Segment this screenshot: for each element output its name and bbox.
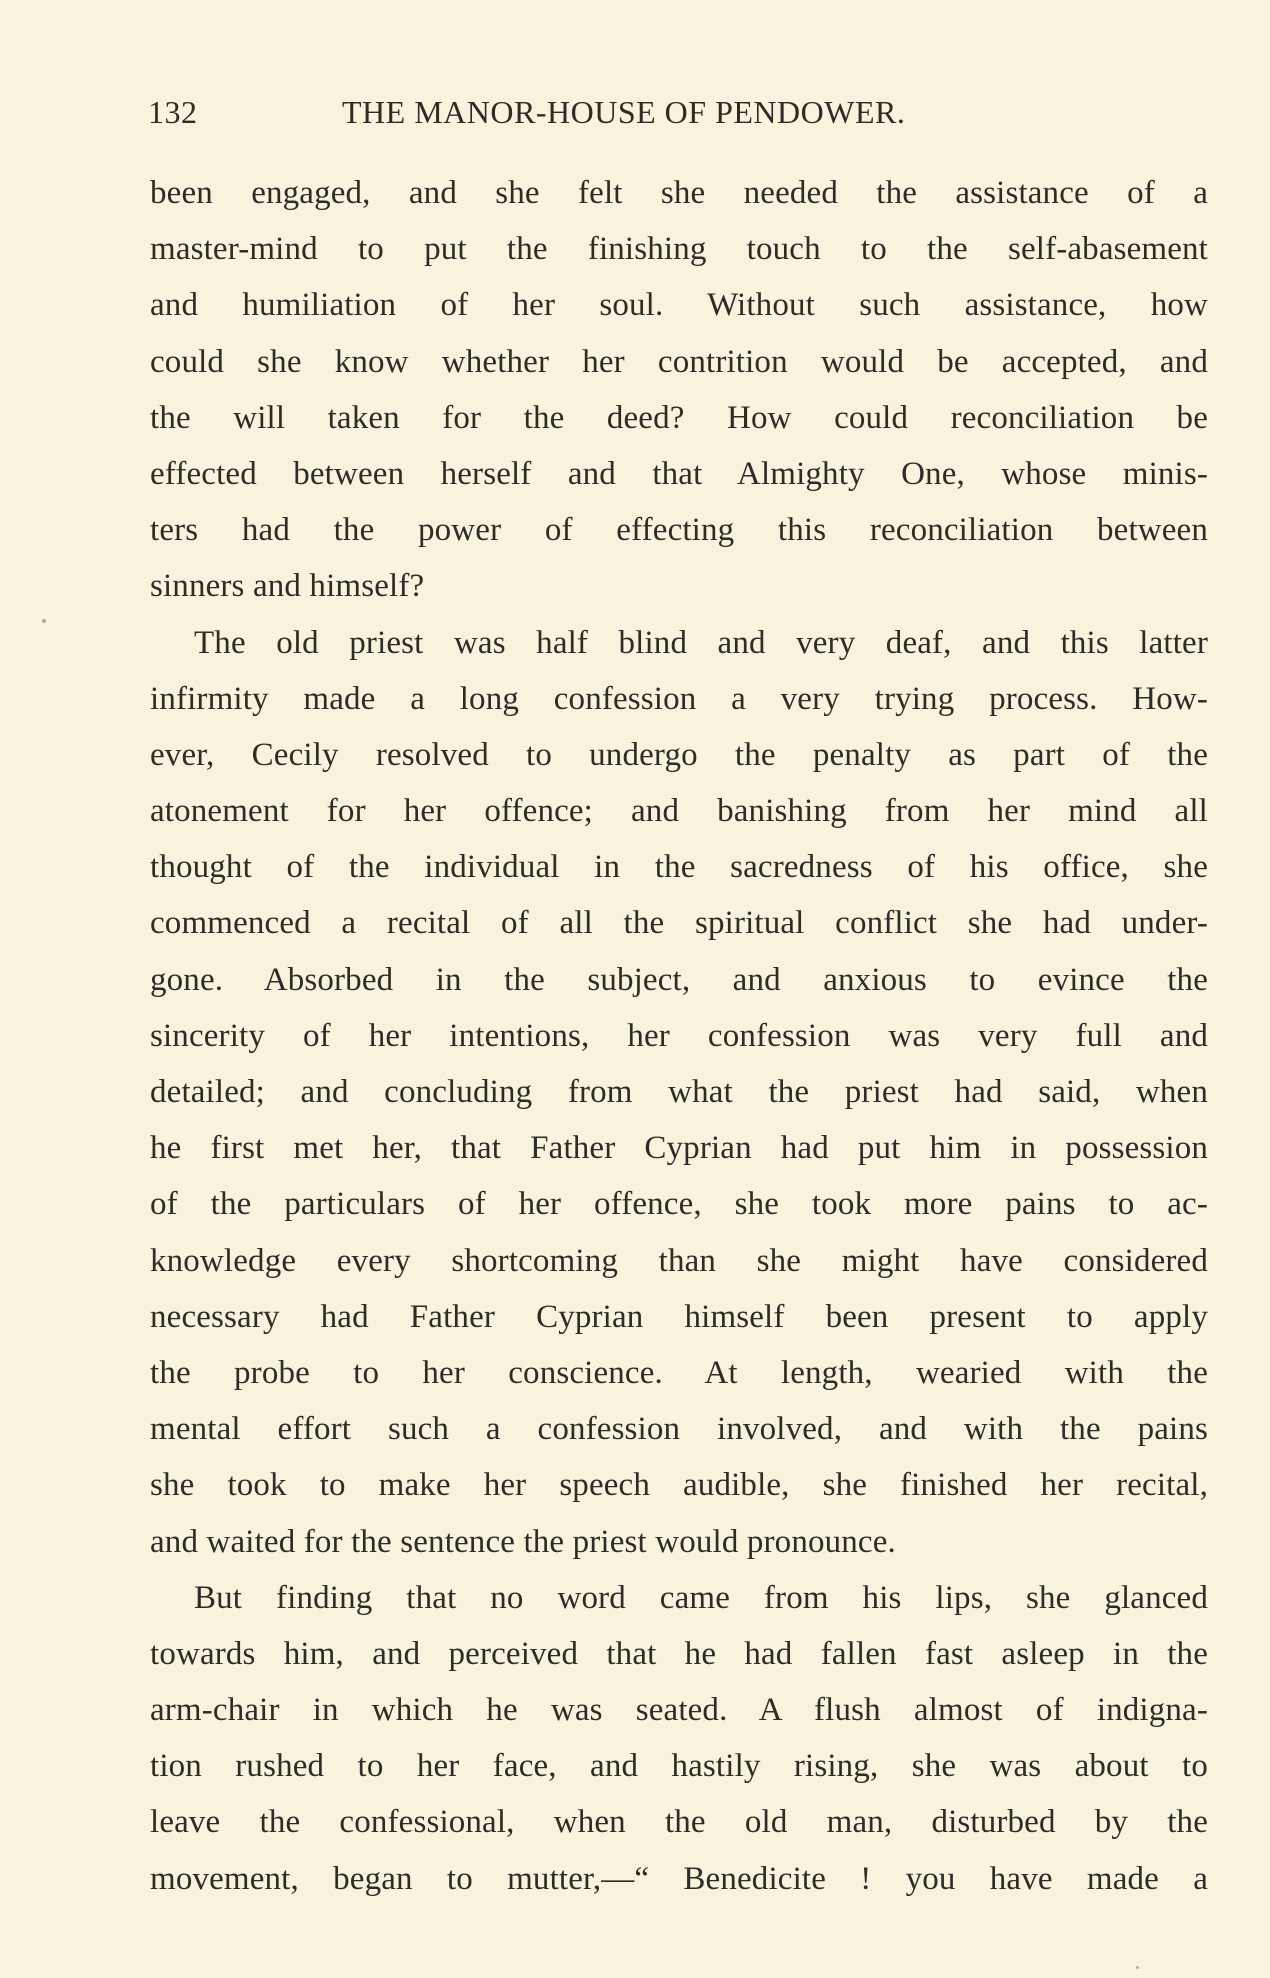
text-line: the will taken for the deed? How could reconciliation be	[150, 399, 1208, 436]
text-line: effected between herself and that Almighty One, whose minis-	[150, 455, 1208, 492]
text-line: ever, Cecily resolved to undergo the penalty as part of the	[150, 736, 1208, 773]
paragraph-start-line: But finding that no word came from his lips, she glanced	[194, 1579, 1208, 1616]
text-line: movement, began to mutter,—“ Benedicite ! you have made a	[150, 1860, 1208, 1897]
text-line: atonement for her offence; and banishing from her mind all	[150, 793, 1208, 830]
text-line: necessary had Father Cyprian himself been present to apply	[150, 1298, 1208, 1335]
text-line: sinners and himself?	[150, 568, 425, 605]
text-line: the probe to her conscience. At length, wearied with the	[150, 1354, 1208, 1391]
text-line: thought of the individual in the sacredness of his office, she	[150, 849, 1208, 886]
page-header	[148, 92, 1208, 132]
text-line: and humiliation of her soul. Without such assistance, how	[150, 287, 1208, 324]
text-line: knowledge every shortcoming than she might have considered	[150, 1242, 1208, 1279]
text-line: detailed; and concluding from what the priest had said, when	[150, 1074, 1208, 1110]
text-line: gone. Absorbed in the subject, and anxious to evince the	[150, 961, 1208, 998]
text-line: she took to make her speech audible, she finished her recital,	[150, 1467, 1208, 1504]
body-text	[150, 165, 1208, 1907]
page-number: 132	[148, 94, 198, 130]
text-line: tion rushed to her face, and hastily rising, she was about to	[150, 1748, 1208, 1785]
paragraph-start-line: The old priest was half blind and very deaf, and this latter	[194, 624, 1208, 661]
text-line: towards him, and perceived that he had fallen fast asleep in the	[150, 1635, 1208, 1672]
text-line: and waited for the sentence the priest would pronounce.	[150, 1523, 896, 1560]
text-line: of the particulars of her offence, she took more pains to ac-	[150, 1186, 1208, 1223]
text-line: infirmity made a long confession a very trying process. How-	[150, 680, 1208, 717]
text-line: master-mind to put the finishing touch to the self-abasement	[150, 231, 1208, 268]
running-title: THE MANOR-HOUSE OF PENDOWER.	[342, 94, 906, 130]
text-line: been engaged, and she felt she needed the assistance of a	[150, 175, 1208, 211]
text-line: ters had the power of effecting this reconciliation between	[150, 512, 1208, 549]
text-line: arm-chair in which he was seated. A flush almost of indigna-	[150, 1692, 1208, 1729]
text-line: leave the confessional, when the old man, disturbed by the	[150, 1804, 1208, 1841]
text-line: mental effort such a confession involved, and with the pains	[150, 1411, 1208, 1448]
text-line: commenced a recital of all the spiritual conflict she had under-	[150, 905, 1208, 942]
paper-speck	[42, 619, 46, 623]
text-line: sincerity of her intentions, her confession was very full and	[150, 1017, 1208, 1054]
text-line: could she know whether her contrition would be accepted, and	[150, 343, 1208, 380]
text-line: he first met her, that Father Cyprian had put him in possession	[150, 1130, 1208, 1167]
paper-speck	[1136, 1966, 1139, 1969]
